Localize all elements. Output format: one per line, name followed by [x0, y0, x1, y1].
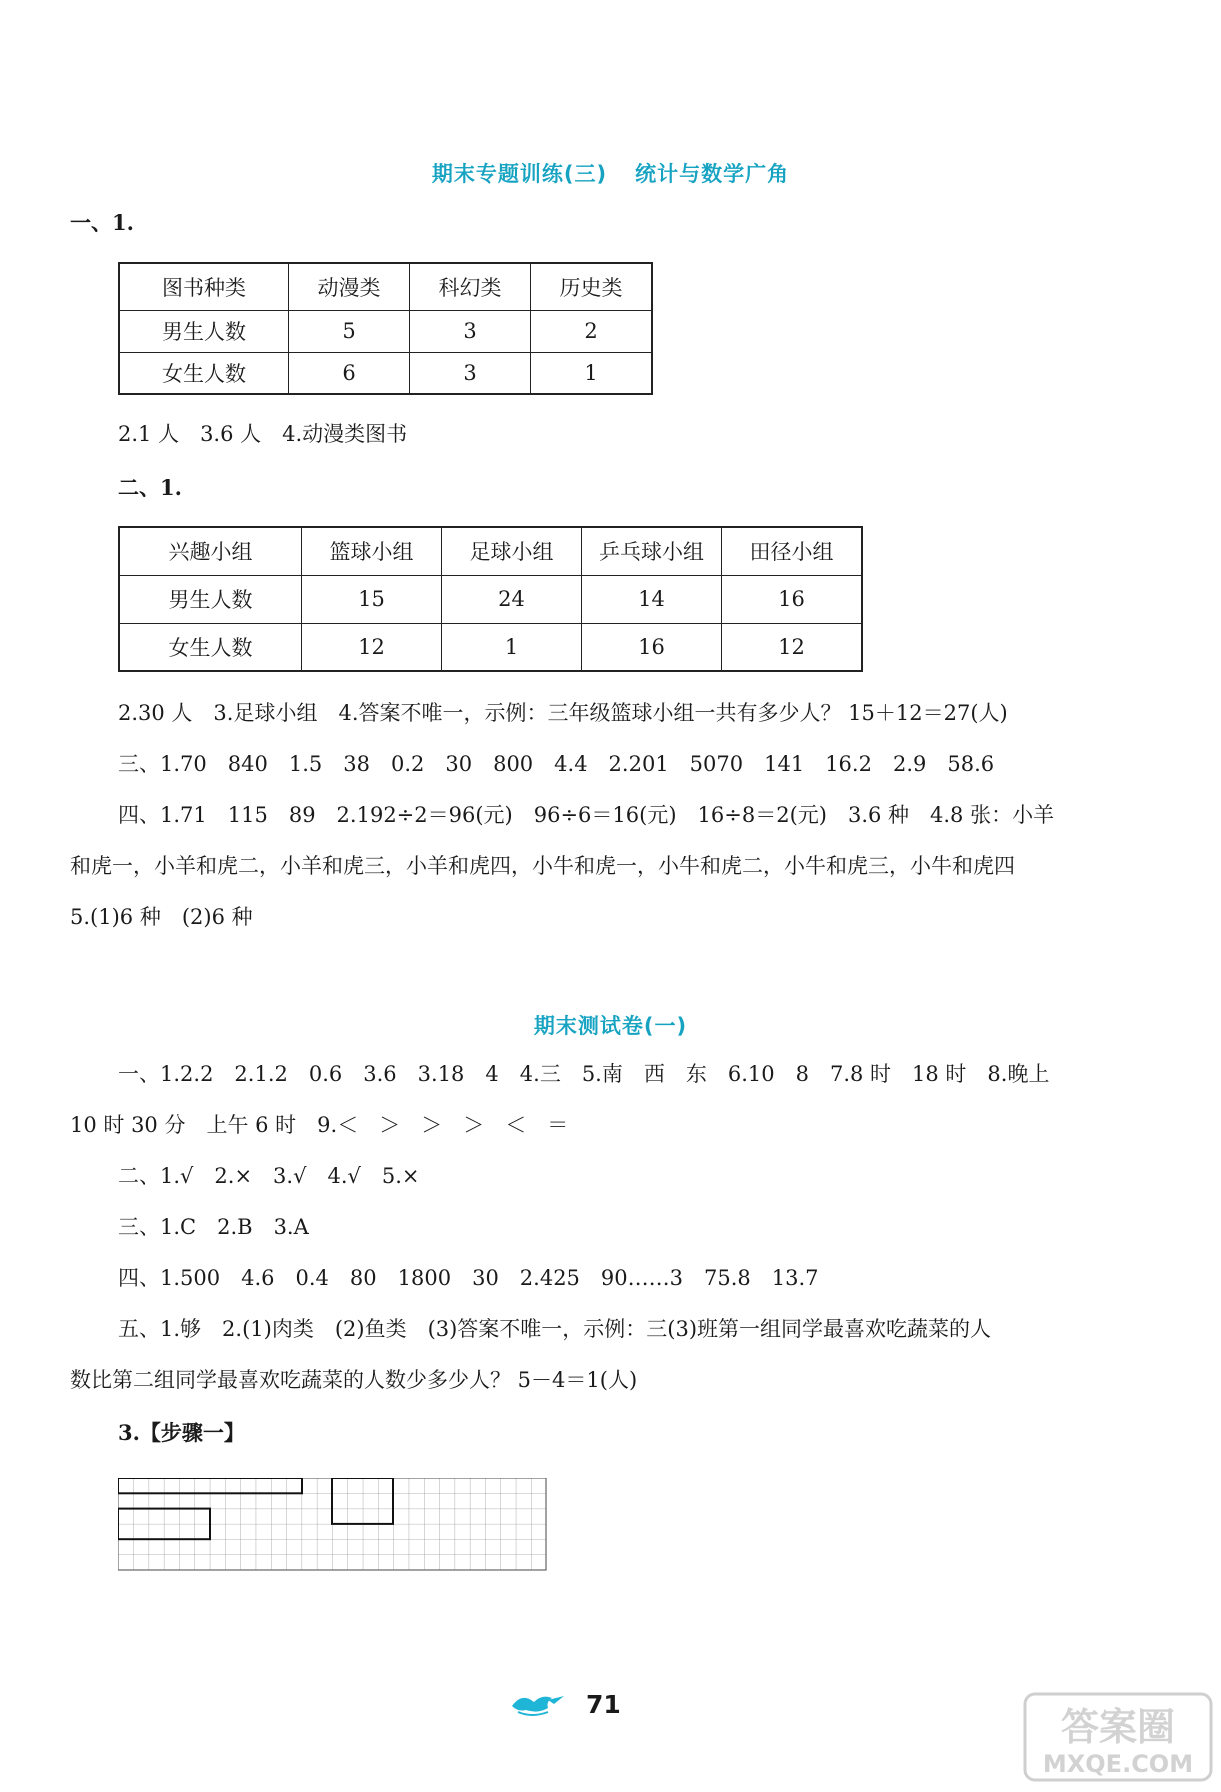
- answer-line-c: 三、1.70 840 1.5 38 0.2 30 800 4.4 2.201 5070 141 16.2 2.9 58.6: [118, 752, 995, 776]
- table1-header: 动漫类: [289, 263, 410, 310]
- table-row: [119, 623, 862, 671]
- exam-line-1: 一、1.2.2 2.1.2 0.6 3.6 3.18 4 4.三 5.南 西 东 6.10 8 7.8 时 18 时 8.晚上: [118, 1062, 1050, 1086]
- table2-cell: 15: [302, 575, 442, 623]
- answer-line-a: 2.1 人 3.6 人 4.动漫类图书: [118, 422, 408, 446]
- watermark-bottom: MXQE.COM: [1042, 1750, 1194, 1778]
- table2-cell: 男生人数: [119, 575, 302, 623]
- table2-cell: 12: [302, 623, 442, 671]
- table1-cell: 2: [531, 310, 653, 352]
- exam-line-4: 三、1.C 2.B 3.A: [118, 1215, 309, 1239]
- question-2-label: 二、1.: [118, 475, 182, 500]
- answer-line-b: 2.30 人 3.足球小组 4.答案不唯一，示例：三年级篮球小组一共有多少人？ 15＋12＝27(人): [118, 701, 1008, 725]
- table1-cell: 女生人数: [119, 352, 289, 394]
- table-row: [119, 575, 862, 623]
- exam-line-6: 五、1.够 2.(1)肉类 (2)鱼类 (3)答案不唯一，示例：三(3)班第一组同学最喜欢吃蔬菜的人: [118, 1317, 992, 1341]
- step-one-grid-figure: [118, 1478, 548, 1576]
- table2-header: 田径小组: [722, 527, 863, 575]
- table1-cell: 5: [289, 310, 410, 352]
- table2-header: 篮球小组: [302, 527, 442, 575]
- table1-header: 图书种类: [119, 263, 289, 310]
- table1-header: 科幻类: [410, 263, 531, 310]
- table2-cell: 女生人数: [119, 623, 302, 671]
- table2-cell: 12: [722, 623, 863, 671]
- table2-cell: 24: [442, 575, 582, 623]
- exam-line-7: 数比第二组同学最喜欢吃蔬菜的人数少多少人？ 5－4＝1(人): [70, 1368, 638, 1392]
- section-title-1-part-a: 期末专题训练(三): [431, 162, 608, 186]
- table2-header: 乒乓球小组: [582, 527, 722, 575]
- grid-svg: [118, 1478, 548, 1572]
- exam-line-5: 四、1.500 4.6 0.4 80 1800 30 2.425 90……3 75.8 13.7: [118, 1266, 819, 1290]
- table1-cell: 1: [531, 352, 653, 394]
- exam-line-8: 3.【步骤一】: [118, 1420, 245, 1445]
- table1-header: 历史类: [531, 263, 653, 310]
- table2-cell: 14: [582, 575, 722, 623]
- table2-cell: 1: [442, 623, 582, 671]
- section-title-1-part-b: 统计与数学广角: [635, 162, 790, 186]
- table2-cell: 16: [722, 575, 863, 623]
- table1-cell: 3: [410, 352, 531, 394]
- exam-line-3: 二、1.√ 2.× 3.√ 4.√ 5.×: [118, 1164, 420, 1188]
- question-1-label: 一、1.: [70, 210, 134, 235]
- table-row: [119, 310, 652, 352]
- watermark-top: 答案圈: [1060, 1705, 1176, 1749]
- table1-cell: 6: [289, 352, 410, 394]
- section-title-2: 期末测试卷(一): [533, 1014, 688, 1038]
- table2-header: 足球小组: [442, 527, 582, 575]
- answer-line-e: 和虎一，小羊和虎二，小羊和虎三，小羊和虎四，小牛和虎一，小牛和虎二，小牛和虎三，小牛和虎四: [70, 854, 1015, 878]
- book-type-table: [118, 262, 653, 395]
- section-title-1: [0, 158, 1221, 188]
- interest-group-table: [118, 526, 863, 672]
- table-row: [119, 352, 652, 394]
- bird-icon: [508, 1688, 568, 1722]
- table2-cell: 16: [582, 623, 722, 671]
- exam-line-2: 10 时 30 分 上午 6 时 9.＜ ＞ ＞ ＞ ＜ ＝: [70, 1113, 569, 1137]
- table1-cell: 3: [410, 310, 531, 352]
- answer-line-f: 5.(1)6 种 (2)6 种: [70, 905, 253, 929]
- watermark-logo: [1023, 1692, 1213, 1786]
- page-number: 71: [586, 1690, 621, 1719]
- table2-header: 兴趣小组: [119, 527, 302, 575]
- answer-line-d: 四、1.71 115 89 2.192÷2＝96(元) 96÷6＝16(元) 16÷8＝2(元) 3.6 种 4.8 张：小羊: [118, 803, 1055, 827]
- table1-cell: 男生人数: [119, 310, 289, 352]
